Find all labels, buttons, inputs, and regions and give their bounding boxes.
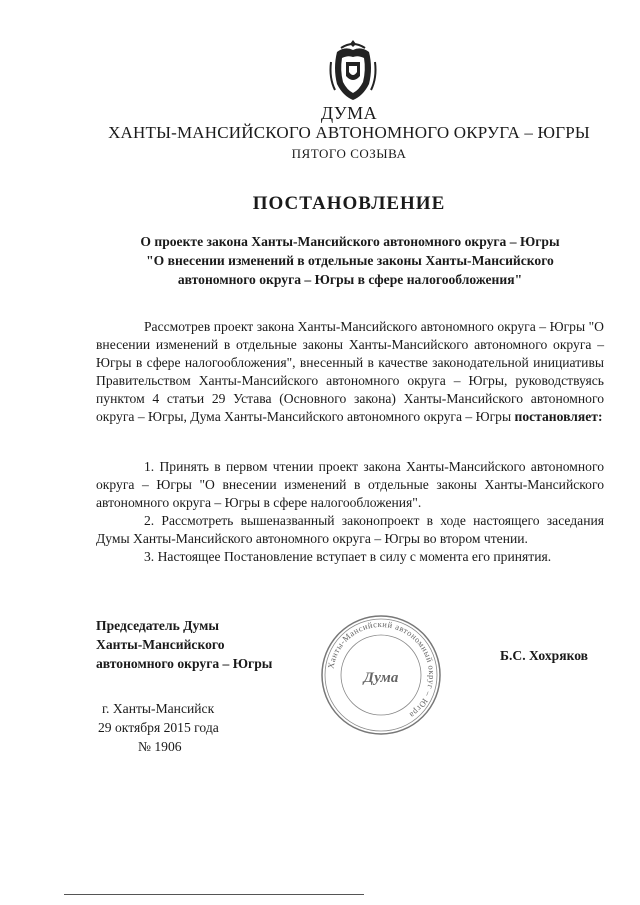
document-type: ПОСТАНОВЛЕНИЕ xyxy=(252,193,446,214)
subject-line: "О внесении изменений в отдельные законы Ханты-Мансийского xyxy=(146,253,554,268)
resolution-items xyxy=(96,458,604,566)
resolution-item: 3. Настоящее Постановление вступает в силу с момента его принятия. xyxy=(144,549,552,564)
signatory-title-line: автономного округа – Югры xyxy=(96,656,273,671)
place-and-date xyxy=(98,699,219,756)
date: 29 октября 2015 года xyxy=(98,720,219,735)
org-name: ДУМА xyxy=(320,103,378,123)
city: г. Ханты-Мансийск xyxy=(102,701,215,716)
signatory-name: Б.С. Хохряков xyxy=(500,648,589,663)
subject-line: автономного округа – Югры в сфере налогообложения" xyxy=(177,272,523,287)
official-seal xyxy=(318,612,444,738)
preamble-text: Рассмотрев проект закона Ханты-Мансийского автономного округа – Югры "О внесении изменений в отдельные законы Ханты-Мансийского автономного округа – Югры в сфере налогообложения", внесенный в качестве законодательной инициативы Правительством Ханты-Мансийского автономного округа – Югры, руководствуясь пунктом 4 статьи 29 Устава (Основного закона) Ханты-Мансийского автономного округа – Югры, Дума Ханты-Мансийского автономного округа – Югры xyxy=(96,319,604,424)
seal-center-text: Дума xyxy=(363,670,399,686)
signatory-title xyxy=(96,616,272,673)
resolves-keyword: постановляет: xyxy=(514,409,603,424)
signatory-title-line: Ханты-Мансийского xyxy=(96,637,225,652)
coat-of-arms-emblem xyxy=(327,38,379,104)
resolution-item: 1. Принять в первом чтении проект закона Ханты-Мансийского автономного округа – Югры "О внесении изменений в отдельные законы Ханты-Мансийского автономного округа – Югры в сфере налогообложения". xyxy=(96,459,604,510)
document-subject xyxy=(100,232,600,289)
seal-ring-text: Ханты-Мансийский автономный округ – Югра xyxy=(325,618,438,721)
convocation: ПЯТОГО СОЗЫВА xyxy=(291,146,407,161)
region-name: ХАНТЫ-МАНСИЙСКОГО АВТОНОМНОГО ОКРУГА – ЮГРЫ xyxy=(108,123,590,142)
subject-line: О проекте закона Ханты-Мансийского автономного округа – Югры xyxy=(140,234,560,249)
signatory-title-line: Председатель Думы xyxy=(96,618,220,633)
preamble-paragraph xyxy=(96,318,604,426)
resolution-item: 2. Рассмотреть вышеназванный законопроект в ходе настоящего заседания Думы Ханты-Мансийского автономного округа – Югры во втором чтении. xyxy=(96,513,604,546)
document-number: № 1906 xyxy=(138,739,182,754)
footer-divider xyxy=(64,894,364,895)
